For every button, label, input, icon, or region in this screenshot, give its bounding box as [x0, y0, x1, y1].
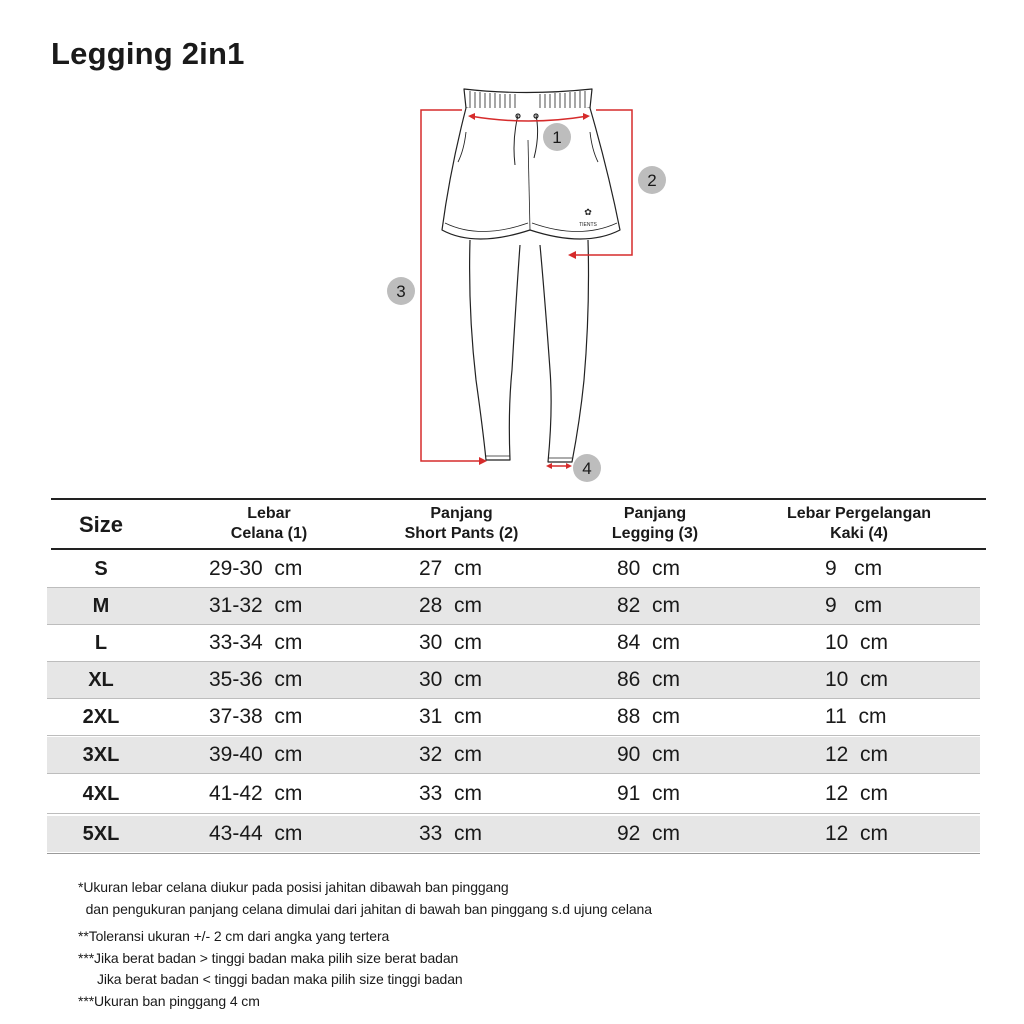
kaki-cell: 9 cm [825, 557, 883, 580]
marker-2 [638, 166, 666, 194]
legging-cell: 92 cm [617, 822, 681, 845]
size-cell: 2XL [82, 706, 120, 728]
legging-cell: 86 cm [617, 668, 681, 691]
header-kaki-line1: Lebar Pergelangan [786, 505, 932, 522]
table-row [47, 662, 980, 698]
legging-cell: 84 cm [617, 631, 681, 654]
header-panjang-short [379, 502, 544, 546]
table-row [47, 625, 980, 661]
header-short-line2: Short Pants (2) [404, 525, 519, 542]
table-row [47, 737, 980, 773]
row-separator [47, 773, 980, 774]
legging-cell: 80 cm [617, 557, 681, 580]
size-cell: L [94, 632, 108, 654]
header-lebar-line2: Celana (1) [230, 525, 308, 542]
lebar-cell: 37-38 cm [209, 705, 303, 728]
footnote-weight-rule-2: Jika berat badan < tinggi badan maka pilih size tinggi badan [78, 971, 463, 987]
short-cell: 31 cm [419, 705, 483, 728]
table-row [47, 699, 980, 735]
size-cell: S [94, 558, 108, 580]
footnote-waistband: ***Ukuran ban pinggang 4 cm [78, 993, 260, 1009]
short-cell: 28 cm [419, 594, 483, 617]
size-cell: 5XL [82, 823, 120, 845]
marker-1 [543, 123, 571, 151]
kaki-cell: 12 cm [825, 782, 889, 805]
legging-cell: 88 cm [617, 705, 681, 728]
footnote-tolerance: **Toleransi ukuran +/- 2 cm dari angka yang tertera [78, 928, 390, 944]
row-separator [47, 813, 980, 814]
svg-text:TIENTS: TIENTS [579, 222, 597, 228]
legging-illustration [380, 80, 680, 490]
lebar-cell: 29-30 cm [209, 557, 303, 580]
header-legging-line1: Panjang [623, 505, 687, 522]
lebar-cell: 31-32 cm [209, 594, 303, 617]
header-kaki-line2: Kaki (4) [830, 525, 888, 542]
kaki-cell: 10 cm [825, 668, 889, 691]
svg-text:2: 2 [647, 171, 657, 190]
short-cell: 32 cm [419, 743, 483, 766]
page-title: Legging 2in1 [51, 36, 245, 71]
size-cell: M [92, 595, 110, 617]
table-top-rule [51, 498, 986, 500]
kaki-cell: 9 cm [825, 594, 883, 617]
short-cell: 33 cm [419, 782, 483, 805]
table-row [47, 551, 980, 587]
legging-cell: 91 cm [617, 782, 681, 805]
header-panjang-legging [585, 502, 725, 546]
header-short-line1: Panjang [430, 505, 493, 522]
kaki-cell: 11 cm [825, 705, 887, 728]
svg-text:✿: ✿ [584, 207, 592, 217]
kaki-cell: 12 cm [825, 822, 889, 845]
lebar-cell: 33-34 cm [209, 631, 303, 654]
table-bottom-rule [47, 853, 980, 854]
footnote-weight-rule-1: ***Jika berat badan > tinggi badan maka pilih size berat badan [78, 950, 459, 966]
kaki-cell: 12 cm [825, 743, 889, 766]
marker-3 [387, 277, 415, 305]
lebar-cell: 35-36 cm [209, 668, 303, 691]
svg-text:3: 3 [396, 282, 406, 301]
lebar-cell: 39-40 cm [209, 743, 303, 766]
lebar-cell: 43-44 cm [209, 822, 303, 845]
table-row [47, 816, 980, 852]
header-lebar-celana [199, 502, 339, 546]
footnote-length-measure: dan pengukuran panjang celana dimulai dari jahitan di bawah ban pinggang s.d ujung celana [78, 901, 652, 917]
header-size: Size [78, 512, 124, 537]
size-cell: XL [88, 669, 114, 691]
row-separator [47, 735, 980, 736]
size-cell: 3XL [82, 744, 120, 766]
table-row [47, 776, 980, 812]
lebar-cell: 41-42 cm [209, 782, 303, 805]
svg-text:1: 1 [552, 128, 562, 147]
short-cell: 30 cm [419, 668, 483, 691]
table-header-rule [51, 548, 986, 550]
header-lebar-kaki [759, 502, 959, 546]
header-legging-line2: Legging (3) [611, 525, 699, 542]
svg-text:4: 4 [582, 459, 592, 478]
kaki-cell: 10 cm [825, 631, 889, 654]
size-cell: 4XL [82, 783, 120, 805]
short-cell: 27 cm [419, 557, 483, 580]
footnote-waist-measure: *Ukuran lebar celana diukur pada posisi jahitan dibawah ban pinggang [78, 879, 509, 895]
header-lebar-line1: Lebar [247, 505, 291, 522]
legging-cell: 82 cm [617, 594, 681, 617]
garment-measurement-diagram [380, 80, 680, 490]
table-row [47, 588, 980, 624]
legging-cell: 90 cm [617, 743, 681, 766]
short-cell: 30 cm [419, 631, 483, 654]
short-cell: 33 cm [419, 822, 483, 845]
marker-4 [573, 454, 601, 482]
